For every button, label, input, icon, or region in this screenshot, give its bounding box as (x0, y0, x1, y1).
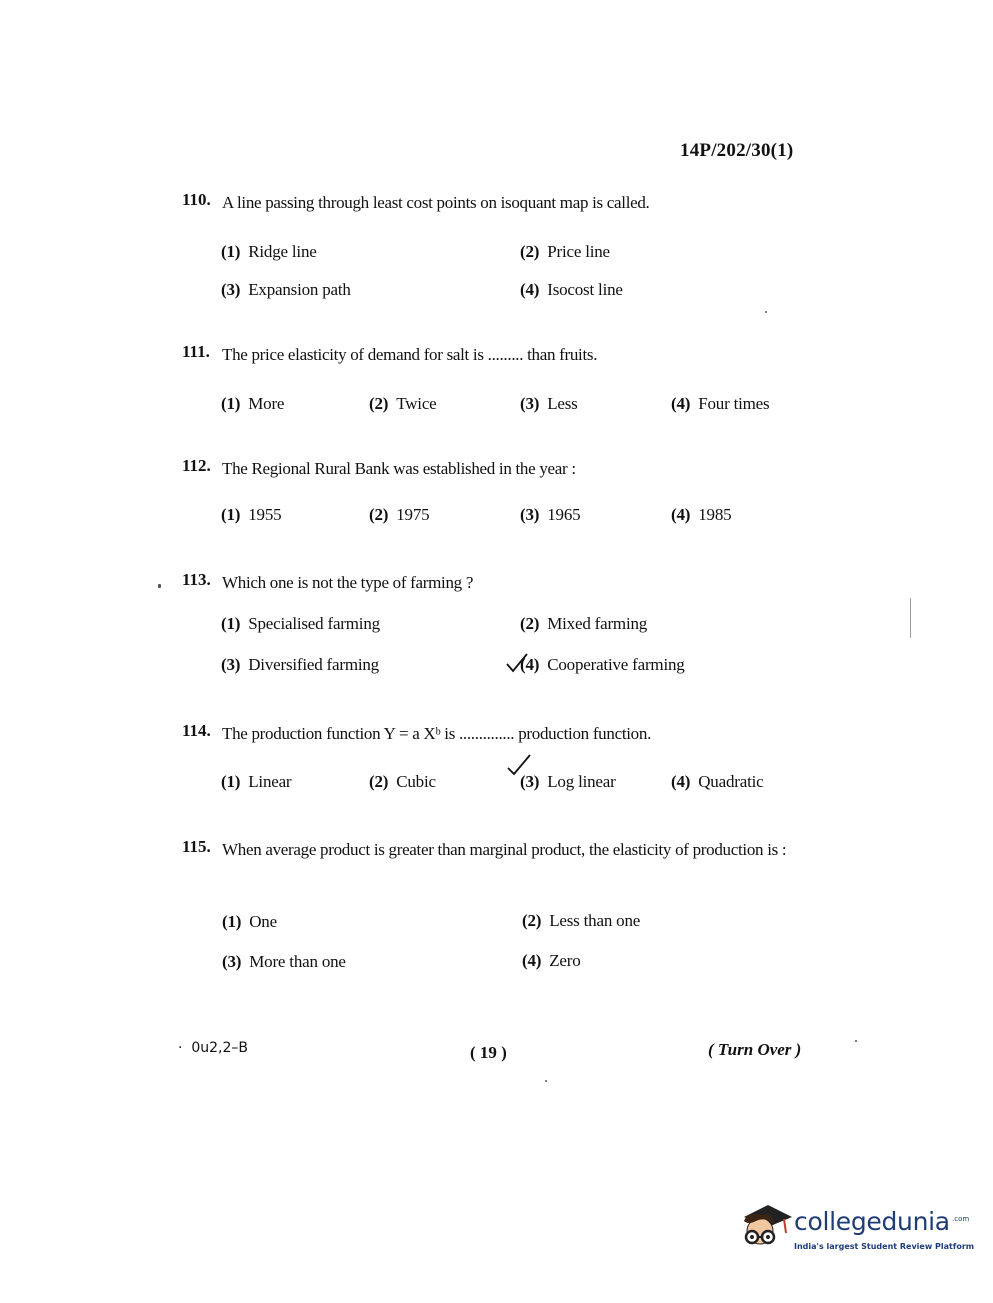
question-text: The production function Y = a Xᵇ is .............. production function. (222, 724, 652, 743)
checkmark-icon (506, 752, 532, 778)
option-114-1: (1) Linear (221, 772, 292, 791)
collegedunia-logo (734, 1195, 975, 1265)
option-113-4: (4) Cooperative farming (520, 655, 685, 674)
option-112-2: (2) 1975 (369, 505, 430, 524)
option-110-2: (2) Price line (520, 242, 610, 261)
footer-code: · 0u2,2–B (178, 1040, 249, 1056)
logo-domain: .com (952, 1215, 970, 1223)
question-number: 111. (182, 342, 210, 361)
scan-speck (765, 311, 767, 313)
option-111-4: (4) Four times (671, 394, 770, 413)
turn-over-label: ( Turn Over ) (708, 1040, 802, 1059)
question-number: 114. (182, 721, 211, 740)
option-113-3: (3) Diversified farming (221, 655, 379, 674)
question-text: A line passing through least cost points on isoquant map is called. (222, 193, 650, 212)
scan-speck (855, 1040, 857, 1042)
question-110 (182, 190, 802, 215)
option-115-2: (2) Less than one (522, 911, 641, 930)
question-text: The price elasticity of demand for salt is ......... than fruits. (222, 345, 598, 364)
option-110-1: (1) Ridge line (221, 242, 317, 261)
option-112-3: (3) 1965 (520, 505, 581, 524)
question-115 (182, 837, 796, 862)
option-115-1: (1) One (222, 912, 277, 931)
question-text: Which one is not the type of farming ? (222, 573, 474, 592)
option-115-4: (4) Zero (522, 951, 581, 970)
checkmark-icon (505, 650, 529, 676)
question-113 (182, 570, 802, 595)
option-115-3: (3) More than one (222, 952, 346, 971)
question-number: 112. (182, 456, 211, 475)
option-112-4: (4) 1985 (671, 505, 732, 524)
option-111-1: (1) More (221, 394, 285, 413)
option-114-2: (2) Cubic (369, 772, 436, 791)
scan-speck (545, 1080, 547, 1082)
question-number: 110. (182, 190, 211, 209)
option-110-4: (4) Isocost line (520, 280, 623, 299)
question-number: 115. (182, 837, 211, 856)
question-111 (182, 342, 802, 367)
question-text: The Regional Rural Bank was established in the year : (222, 459, 576, 478)
logo-wordmark: collegedunia (794, 1207, 950, 1236)
mascot-icon (734, 1197, 796, 1257)
paper-code: 14P/202/30(1) (680, 140, 794, 161)
question-number: 113. (182, 570, 211, 589)
option-113-1: (1) Specialised farming (221, 614, 380, 633)
scan-speck (158, 584, 161, 588)
question-114 (182, 721, 802, 746)
option-111-2: (2) Twice (369, 394, 437, 413)
option-111-3: (3) Less (520, 394, 578, 413)
option-113-2: (2) Mixed farming (520, 614, 648, 633)
option-112-1: (1) 1955 (221, 505, 282, 524)
question-112 (182, 456, 802, 481)
question-text: When average product is greater than marginal product, the elasticity of production is : (222, 840, 787, 859)
scan-speck (910, 598, 911, 638)
option-114-4: (4) Quadratic (671, 772, 764, 791)
option-114-3: (3) Log linear (520, 772, 616, 791)
option-110-3: (3) Expansion path (221, 280, 351, 299)
page-number: ( 19 ) (470, 1043, 507, 1062)
logo-tagline: India's largest Student Review Platform (794, 1242, 975, 1251)
